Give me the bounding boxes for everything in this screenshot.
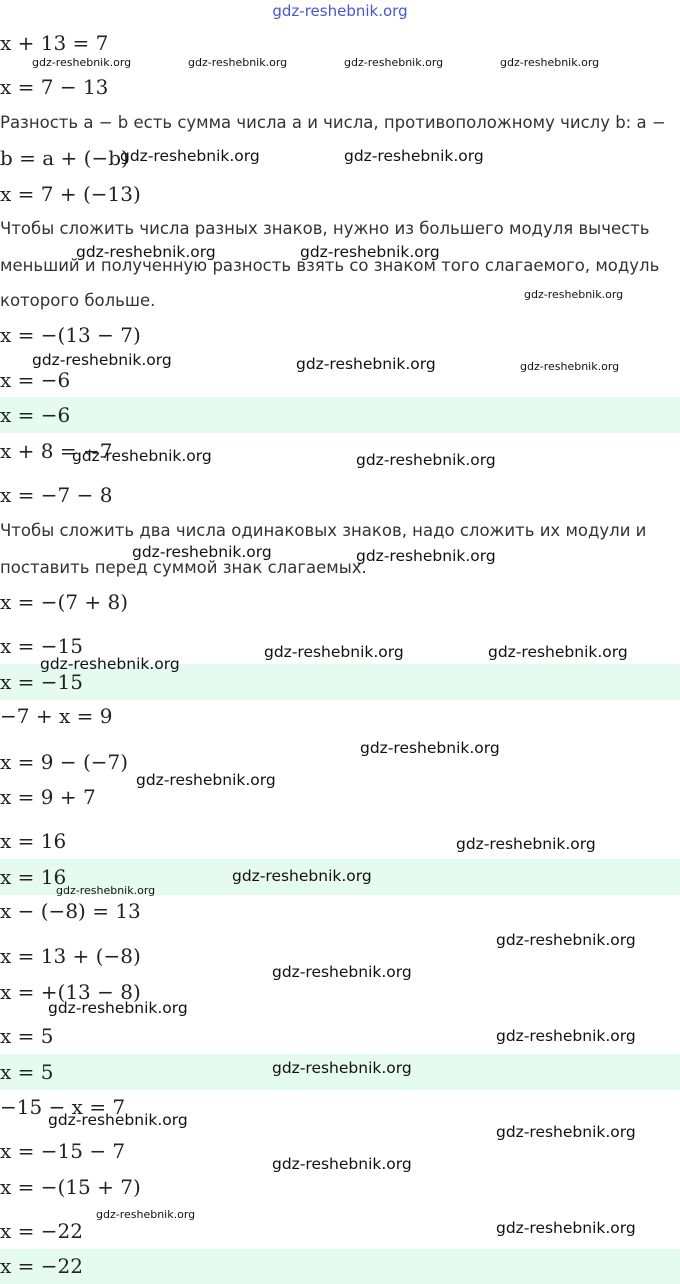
answer-row: x = −22: [0, 1249, 680, 1284]
equation-line: x = −6: [0, 368, 71, 392]
watermark: gdz-reshebnik.org: [456, 835, 596, 853]
answer-row: x = −6: [0, 397, 680, 433]
equation-line: x = −7 − 8: [0, 483, 113, 507]
equation-line: −15 − x = 7: [0, 1095, 126, 1119]
watermark: gdz-reshebnik.org: [496, 931, 636, 949]
equation-line: b = a + (−b): [0, 146, 129, 170]
equation-line: x + 13 = 7: [0, 31, 109, 55]
watermark: gdz-reshebnik.org: [496, 1027, 636, 1045]
watermark: gdz-reshebnik.org: [356, 451, 496, 469]
equation-line: x = 9 + 7: [0, 785, 96, 809]
explanation-text: поставить перед суммой знак слагаемых.: [0, 558, 367, 577]
answer-row: x = 5: [0, 1054, 680, 1090]
explanation-text: которого больше.: [0, 291, 156, 310]
watermark: gdz-reshebnik.org: [136, 771, 276, 789]
explanation-text: меньший и полученную разность взять со знаком того слагаемого, модуль: [0, 256, 660, 275]
watermark: gdz-reshebnik.org: [272, 1059, 412, 1077]
watermark: gdz-reshebnik.org: [496, 1219, 636, 1237]
watermark: gdz-reshebnik.org: [48, 1111, 188, 1129]
equation-line: x = 7 + (−13): [0, 182, 141, 206]
watermark: gdz-reshebnik.org: [188, 56, 288, 69]
equation-line: x = 16: [0, 829, 67, 853]
watermark: gdz-reshebnik.org: [344, 56, 444, 69]
watermark: gdz-reshebnik.org: [120, 147, 260, 165]
watermark: gdz-reshebnik.org: [272, 1155, 412, 1173]
equation-line: x = −(15 + 7): [0, 1175, 141, 1199]
equation-line: x = 7 − 13: [0, 75, 109, 99]
equation-line: x = −15 − 7: [0, 1139, 126, 1163]
answer-row: x = 16: [0, 859, 680, 895]
equation-line: x = 9 − (−7): [0, 750, 129, 774]
watermark: gdz-reshebnik.org: [32, 351, 172, 369]
equation-line: x − (−8) = 13: [0, 899, 141, 923]
equation-line: x = −(7 + 8): [0, 590, 129, 614]
equation-line: x = −22: [0, 1219, 83, 1243]
watermark: gdz-reshebnik.org: [48, 999, 188, 1017]
watermark: gdz-reshebnik.org: [32, 56, 132, 69]
watermark: gdz-reshebnik.org: [360, 739, 500, 757]
watermark: gdz-reshebnik.org: [272, 963, 412, 981]
explanation-text: Чтобы сложить числа разных знаков, нужно из большего модуля вычесть: [0, 219, 650, 238]
equation-line: x = 5: [0, 1024, 54, 1048]
watermark: gdz-reshebnik.org: [296, 355, 436, 373]
explanation-text: Разность a − b есть сумма числа a и числа, противоположному числу b: a −: [0, 113, 666, 132]
watermark: gdz-reshebnik.org: [500, 56, 600, 69]
watermark: gdz-reshebnik.org: [72, 447, 212, 465]
watermark: gdz-reshebnik.org: [132, 543, 272, 561]
answer-row: x = −15: [0, 664, 680, 700]
watermark: gdz-reshebnik.org: [356, 547, 496, 565]
watermark: gdz-reshebnik.org: [40, 655, 180, 673]
watermark: gdz-reshebnik.org: [96, 1208, 196, 1221]
equation-line: x = +(13 − 8): [0, 980, 141, 1004]
watermark: gdz-reshebnik.org: [300, 243, 440, 261]
explanation-text: Чтобы сложить два числа одинаковых знаков, надо сложить их модули и: [0, 521, 647, 540]
watermark: gdz-reshebnik.org: [520, 360, 620, 373]
watermark: gdz-reshebnik.org: [76, 243, 216, 261]
site-header-watermark[interactable]: gdz-reshebnik.org: [272, 2, 408, 20]
watermark: gdz-reshebnik.org: [524, 288, 624, 301]
equation-line: x = −(13 − 7): [0, 323, 141, 347]
watermark: gdz-reshebnik.org: [488, 643, 628, 661]
equation-line: x + 8 = −7: [0, 439, 113, 463]
watermark: gdz-reshebnik.org: [232, 867, 372, 885]
watermark: gdz-reshebnik.org: [56, 884, 156, 897]
equation-line: x = 13 + (−8): [0, 944, 141, 968]
watermark: gdz-reshebnik.org: [344, 147, 484, 165]
watermark: gdz-reshebnik.org: [264, 643, 404, 661]
equation-line: x = −15: [0, 634, 83, 658]
watermark: gdz-reshebnik.org: [496, 1123, 636, 1141]
equation-line: −7 + x = 9: [0, 704, 113, 728]
